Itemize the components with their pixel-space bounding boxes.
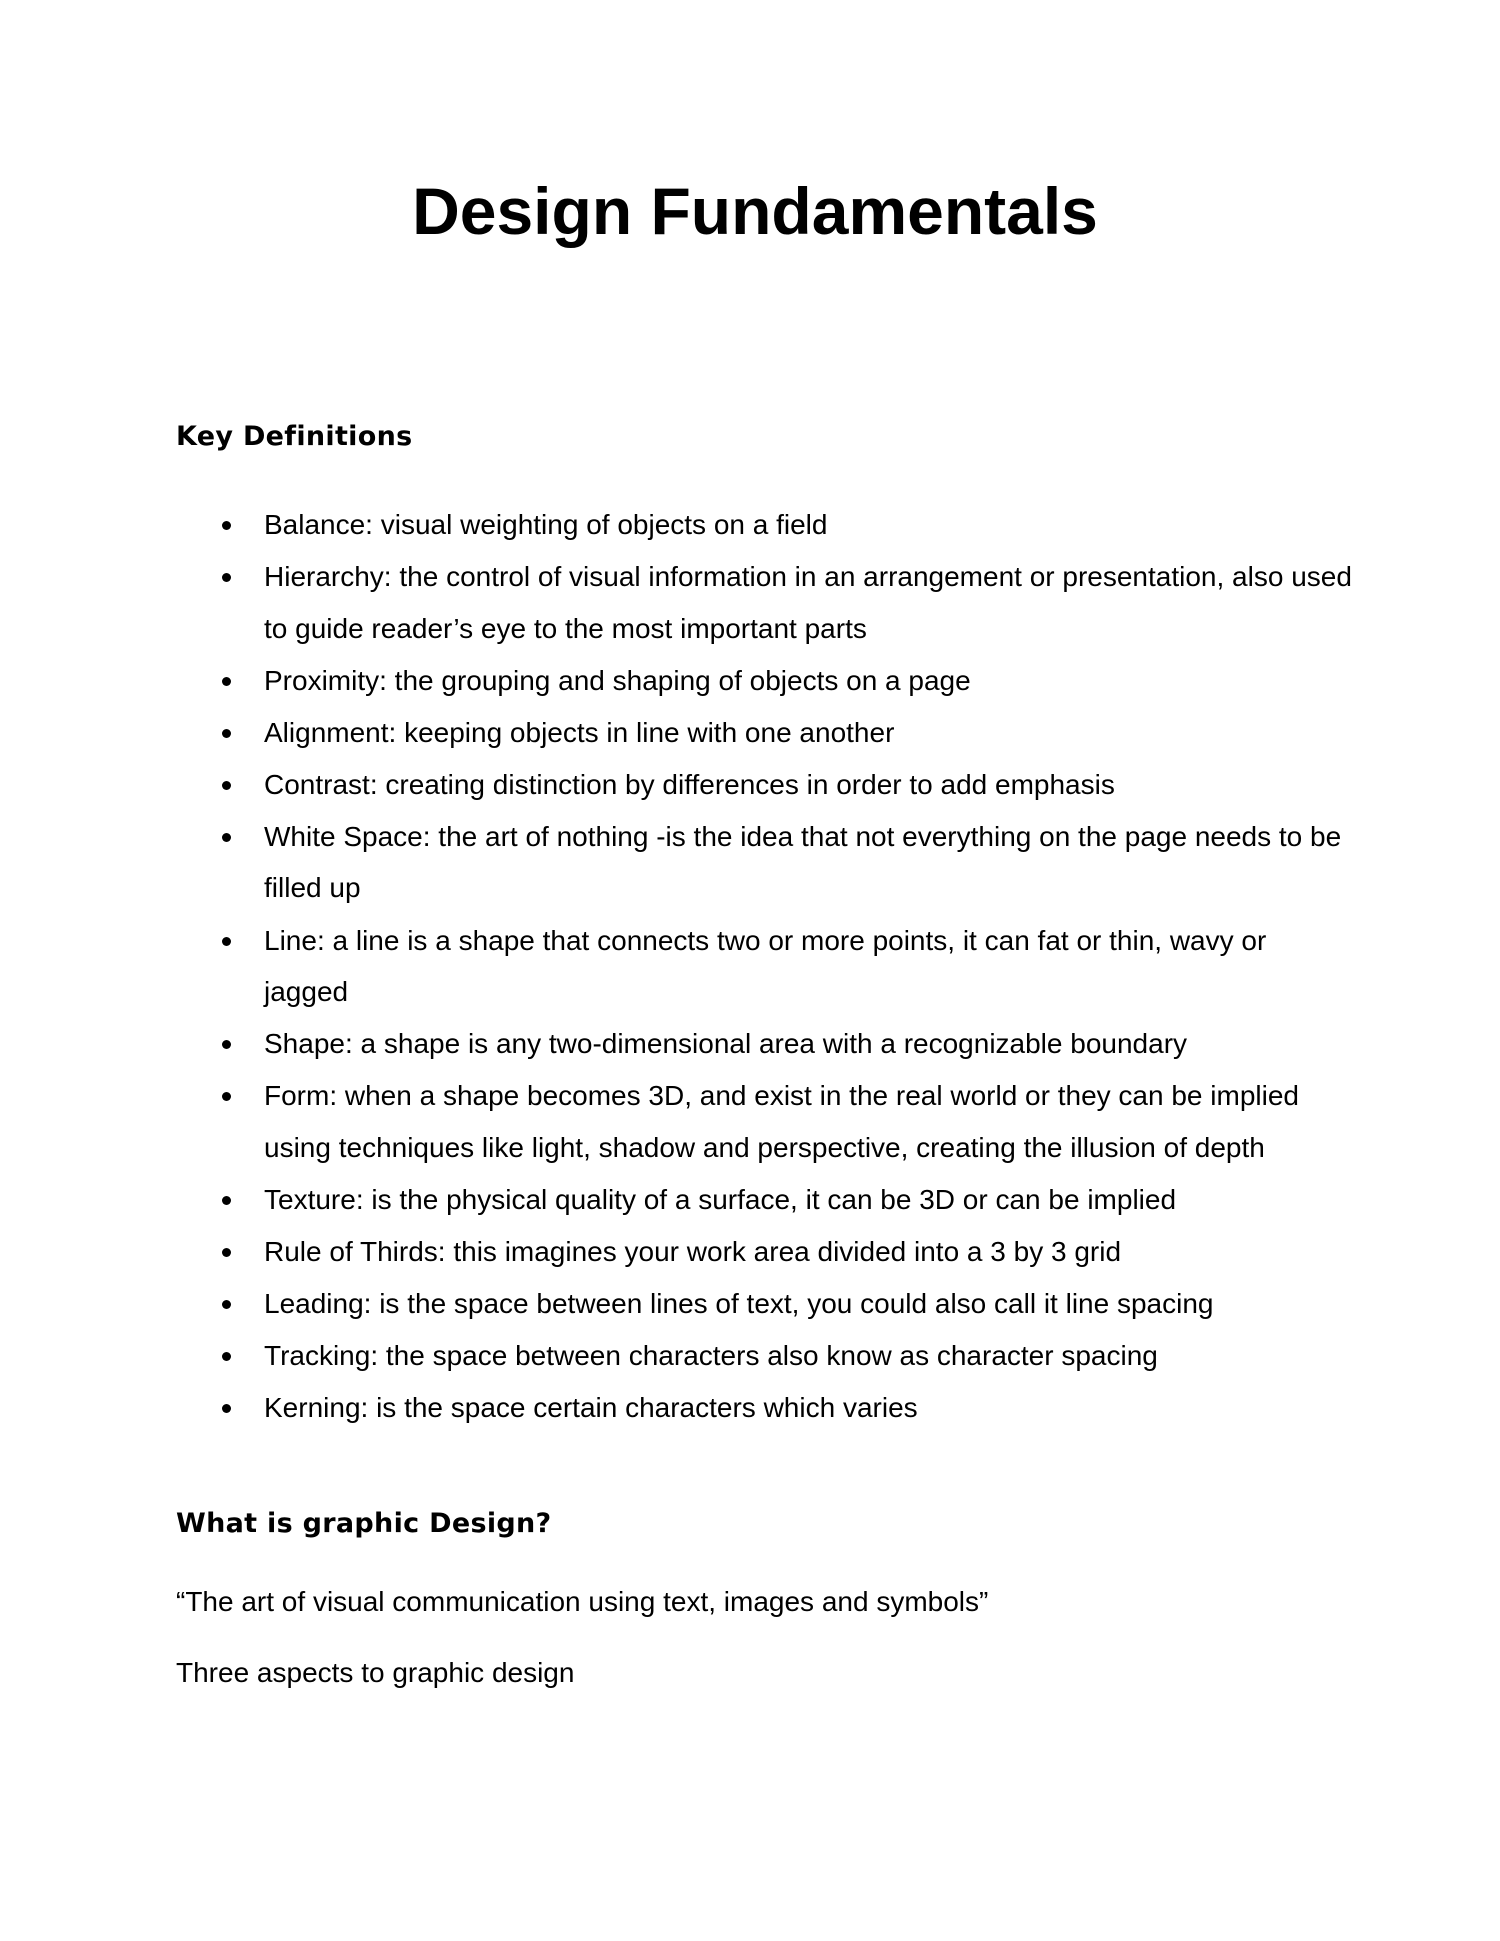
list-item [0, 551, 1354, 654]
bullet-icon [222, 677, 231, 686]
definition-text: Alignment: keeping objects in line with one another [264, 716, 895, 748]
bullet-icon [222, 1196, 231, 1205]
list-item [0, 1330, 1354, 1382]
bullet-icon [222, 1404, 231, 1413]
definition-text: Hierarchy: the control of visual information in an arrangement or presentation, also used to guide reader’s eye to the most important parts [264, 561, 1352, 644]
bullet-icon [222, 937, 231, 946]
definition-quote: “The art of visual communication using text, images and symbols” [176, 1586, 989, 1617]
aspects-intro-text: Three aspects to graphic design [176, 1657, 575, 1688]
definitions-list [0, 499, 1500, 1434]
list-item [0, 915, 1354, 1018]
definition-text: Shape: a shape is any two-dimensional area with a recognizable boundary [264, 1028, 1188, 1060]
bullet-icon [222, 521, 231, 530]
definition-text: White Space: the art of nothing -is the idea that not everything on the page needs to be filled up [264, 820, 1342, 904]
definition-text: Balance: visual weighting of objects on a field [264, 509, 828, 540]
list-item [0, 655, 1354, 707]
definition-text: Line: a line is a shape that connects two or more points, it can fat or thin, wavy or jagged [264, 924, 1267, 1008]
bullet-icon [222, 729, 231, 738]
list-item [0, 707, 1354, 759]
list-item [0, 1278, 1354, 1330]
list-item [0, 759, 1354, 811]
list-item [0, 1382, 1354, 1434]
bullet-icon [222, 1352, 231, 1361]
definition-text: Leading: is the space between lines of text, you could also call it line spacing [264, 1288, 1214, 1320]
bullet-icon [222, 833, 231, 842]
definition-text: Proximity: the grouping and shaping of objects on a page [264, 664, 971, 696]
what-is-graphic-design-heading: What is graphic Design? [176, 1508, 552, 1539]
bullet-icon [222, 1040, 231, 1049]
definition-text: Form: when a shape becomes 3D, and exist in the real world or they can be implied using techniques like light, shadow and perspective, creating the illusion of depth [264, 1080, 1299, 1163]
bullet-icon [222, 1248, 231, 1257]
definition-text: Texture: is the physical quality of a surface, it can be 3D or can be implied [264, 1183, 1177, 1215]
list-item [0, 499, 1354, 551]
key-definitions-heading: Key Definitions [176, 421, 413, 452]
definition-text: Contrast: creating distinction by differences in order to add emphasis [264, 768, 1115, 800]
list-item [0, 1174, 1354, 1226]
bullet-icon [222, 781, 231, 790]
page-title: Design Fundamentals [412, 174, 1098, 248]
bullet-icon [222, 573, 231, 582]
list-item [0, 1018, 1354, 1070]
definition-text: Tracking: the space between characters also know as character spacing [264, 1340, 1158, 1372]
definition-text: Kerning: is the space certain characters which varies [264, 1392, 918, 1424]
definition-text: Rule of Thirds: this imagines your work area divided into a 3 by 3 grid [264, 1235, 1122, 1267]
bullet-icon [222, 1092, 231, 1101]
bullet-icon [222, 1300, 231, 1309]
list-item [0, 1226, 1354, 1278]
list-item [0, 811, 1354, 914]
list-item [0, 1070, 1354, 1173]
